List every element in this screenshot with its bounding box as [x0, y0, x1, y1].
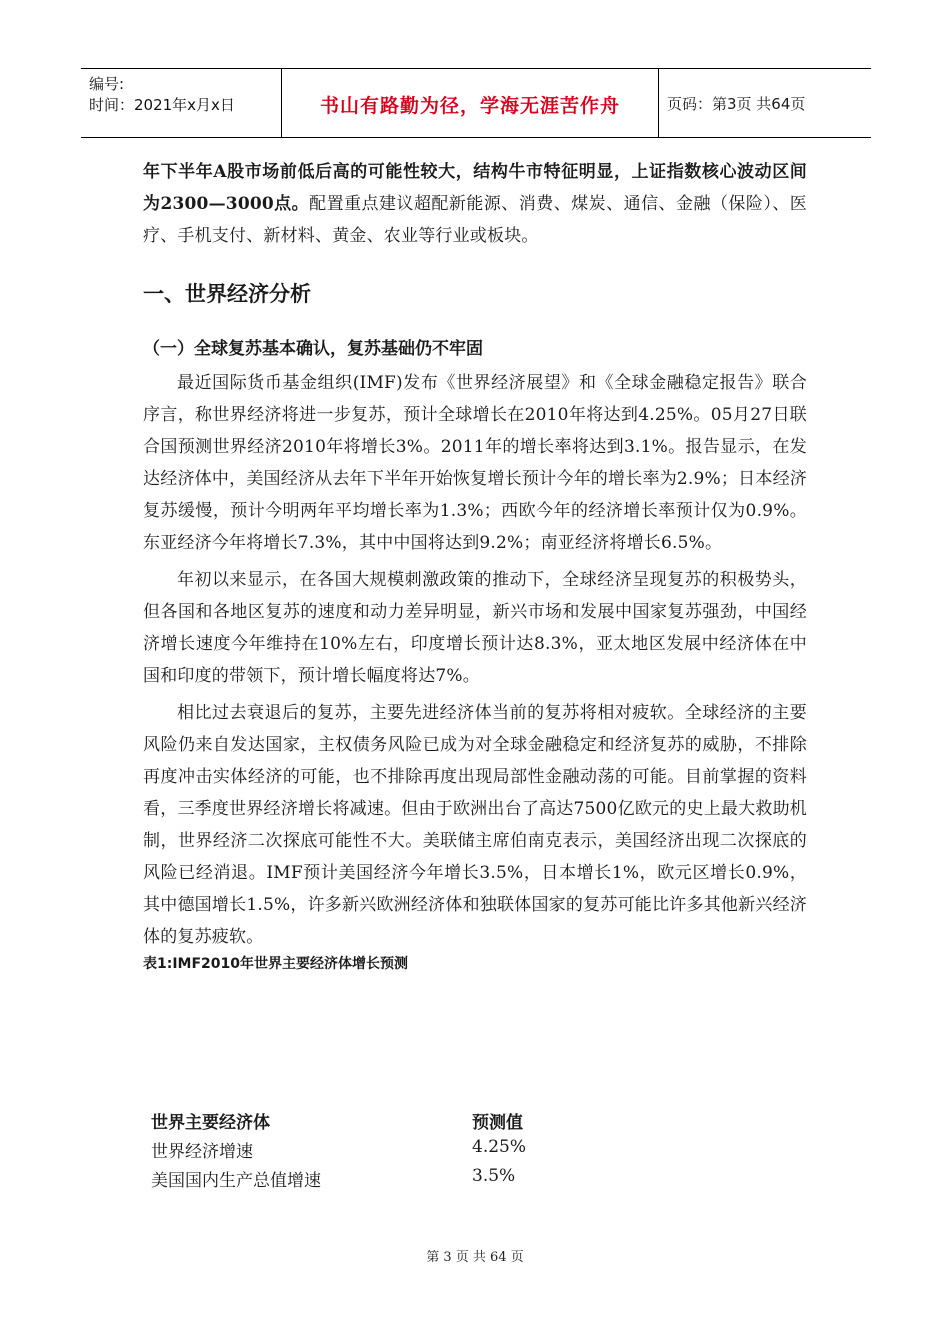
table-header-row [143, 1104, 703, 1133]
page-header [81, 68, 871, 138]
intro-bold-text: 年下半年A股市场前低后高的可能性较大，结构牛市特征明显，上证指数核心波动区间为2300—3000点。 [143, 162, 807, 214]
table-caption: 表1:IMF2010年世界主要经济体增长预测 [143, 956, 409, 972]
section-title: 一、世界经济分析 [143, 282, 311, 306]
page-footer: 第 3 页 共 64 页 [426, 1250, 524, 1265]
table-row [143, 1133, 703, 1162]
header-meta [81, 69, 281, 137]
document-body [143, 156, 807, 973]
document-date: 时间：2021年x月x日 [89, 96, 235, 114]
page-number: 页码：第3页 共64页 [667, 95, 806, 113]
table-cell-economy: 美国国内生产总值增速 [151, 1171, 321, 1191]
header-page-cell [659, 69, 871, 137]
intro-normal-text: 配置重点建议超配新能源、消费、煤炭、通信、金融（保险）、医疗、手机支付、新材料、黄金、农业等行业或板块。 [143, 194, 807, 246]
table-row [143, 1162, 703, 1191]
motto: 书山有路勤为径，学海无涯苦作舟 [319, 95, 620, 117]
paragraph-2: 年初以来显示，在各国大规模刺激政策的推动下，全球经济呈现复苏的积极势头，但各国和各地区复苏的速度和动力差异明显，新兴市场和发展中国家复苏强劲，中国经济增长速度今年维持在10%左右，印度增长预计达8.3%，亚太地区发展中经济体在中国和印度的带领下，预计增长幅度将达7%。 [143, 570, 807, 686]
table-header-economy: 世界主要经济体 [151, 1113, 270, 1133]
forecast-table [143, 1104, 703, 1191]
paragraph-1: 最近国际货币基金组织(IMF)发布《世界经济展望》和《全球金融稳定报告》联合序言，称世界经济将进一步复苏，预计全球增长在2010年将达到4.25%。05月27日联合国预测世界经济2010年将增长3%。2011年的增长率将达到3.1%。报告显示，在发达经济体中，美国经济从去年下半年开始恢复增长预计今年的增长率为2.9%；日本经济复苏缓慢，预计今明两年平均增长率为1.3%；西欧今年的经济增长率预计仅为0.9%。东亚经济今年将增长7.3%，其中中国将达到9.2%；南亚经济将增长6.5%。 [143, 373, 807, 553]
table-cell-economy: 世界经济增速 [151, 1142, 253, 1162]
document-number: 编号: [89, 75, 125, 93]
table-header-forecast: 预测值 [472, 1113, 523, 1133]
header-motto-cell [281, 69, 659, 137]
table-cell-value: 4.25% [472, 1137, 527, 1157]
paragraph-3: 相比过去衰退后的复苏，主要先进经济体当前的复苏将相对疲软。全球经济的主要风险仍来自发达国家，主权债务风险已成为对全球金融稳定和经济复苏的威胁，不排除再度冲击实体经济的可能，也不排除再度出现局部性金融动荡的可能。目前掌握的资料看，三季度世界经济增长将减速。但由于欧洲出台了高达7500亿欧元的史上最大救助机制，世界经济二次探底可能性不大。美联储主席伯南克表示，美国经济出现二次探底的风险已经消退。IMF预计美国经济今年增长3.5%，日本增长1%，欧元区增长0.9%，其中德国增长1.5%，许多新兴欧洲经济体和独联体国家的复苏可能比许多其他新兴经济体的复苏疲软。 [143, 703, 807, 947]
table-cell-value: 3.5% [472, 1166, 516, 1186]
intro-paragraph [143, 156, 807, 252]
subsection-title: （一）全球复苏基本确认，复苏基础仍不牢固 [143, 339, 483, 359]
